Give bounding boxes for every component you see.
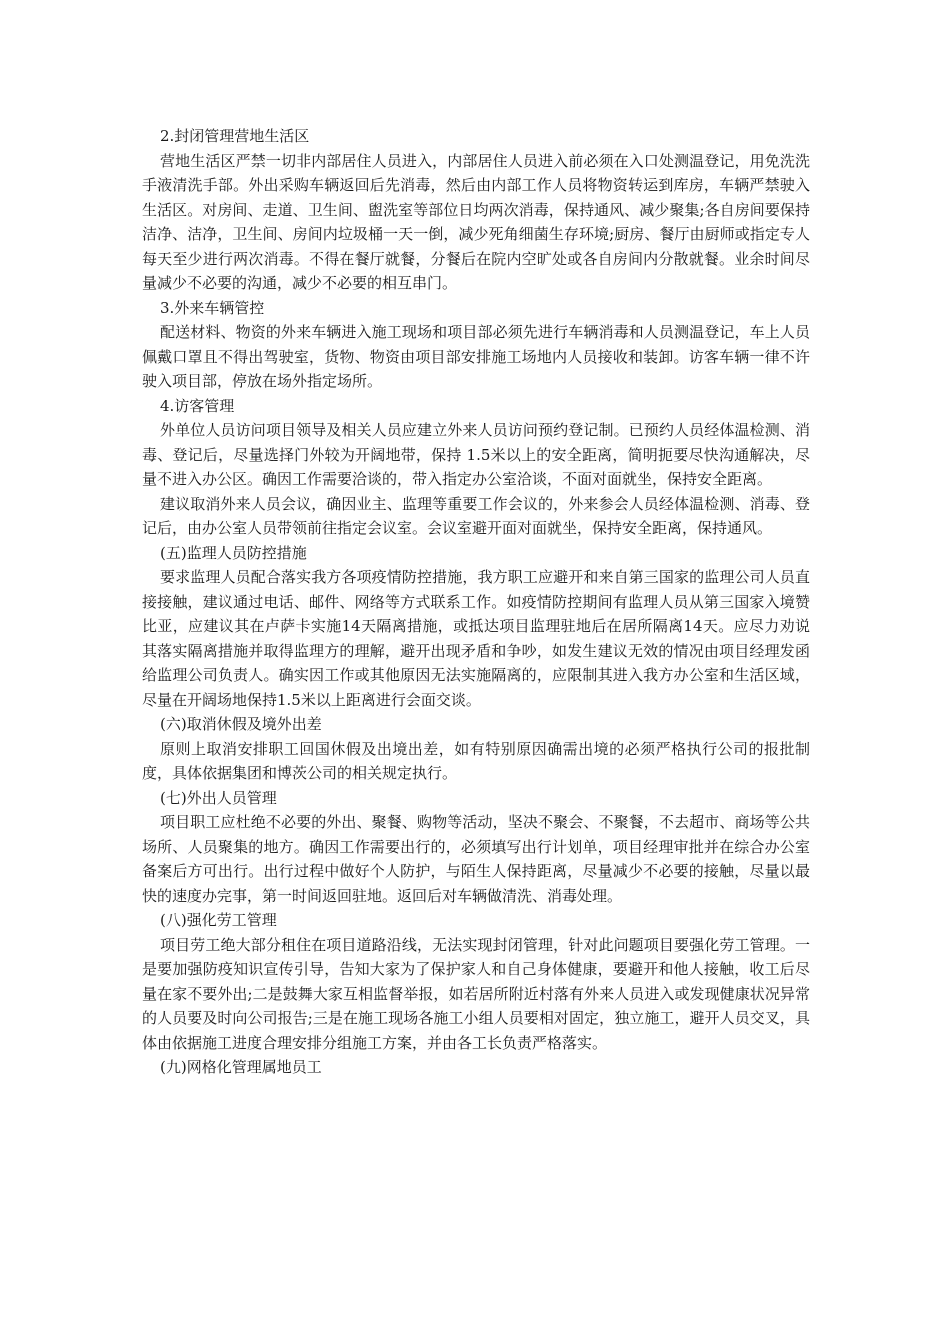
paragraph: 要求监理人员配合落实我方各项疫情防控措施，我方职工应避开和来自第三国家的监理公司人员直接接触，建议通过电话、邮件、网络等方式联系工作。如疫情防控期间有监理人员从第三国家入境赞比亚，应建议其在卢萨卡实施14天隔离措施，或抵达项目监理驻地后在居所隔离14天。应尽力劝说其落实隔离措施并取得监理方的理解，避开出现矛盾和争吵，如发生建议无效的情况由项目经理发函给监理公司负责人。确实因工作或其他原因无法实施隔离的，应限制其进入我方办公室和生活区域，尽量在开阔场地保持1.5米以上距离进行会面交谈。 — [142, 568, 810, 709]
section-heading: 3.外来车辆管控 — [160, 298, 265, 317]
paragraph: 项目劳工绝大部分租住在项目道路沿线，无法实现封闭管理，针对此问题项目要强化劳工管理。一是要加强防疫知识宣传引导，告知大家为了保护家人和自己身体健康，要避开和他人接触，收工后尽量在家不要外出;二是鼓舞大家互相监督举报，如若居所附近村落有外来人员进入或发现健康状况异常的人员要及时向公司报告;三是在施工现场各施工小组人员要相对固定，独立施工，避开人员交叉，具体由依据施工进度合理安排分组施工方案，并由各工长负责严格落实。 — [142, 935, 810, 1052]
paragraph: 配送材料、物资的外来车辆进入施工现场和项目部必须先进行车辆消毒和人员测温登记，车上人员佩戴口罩且不得出驾驶室，货物、物资由项目部安排施工场地内人员接收和装卸。访客车辆一律不许驶入项目部，停放在场外指定场所。 — [142, 323, 810, 390]
section-heading: (九)网格化管理属地员工 — [160, 1058, 322, 1076]
paragraph: 外单位人员访问项目领导及相关人员应建立外来人员访问预约登记制。已预约人员经体温检测、消毒、登记后，尽量选择门外较为开阔地带，保持 1.5米以上的安全距离，简明扼要尽快沟通解决，尽量不进入办公区。确因工作需要洽谈的，带入指定办公室洽谈，不面对面就坐，保持安全距离。 — [142, 421, 810, 488]
paragraph: 营地生活区严禁一切非内部居住人员进入，内部居住人员进入前必须在入口处测温登记，用免洗洗手液清洗手部。外出采购车辆返回后先消毒，然后由内部工作人员将物资转运到库房，车辆严禁驶入生活区。对房间、走道、卫生间、盥洗室等部位日均两次消毒，保持通风、减少聚集;各自房间要保持洁净、洁净，卫生间、房间内垃圾桶一天一倒，减少死角细菌生存环境;厨房、餐厅由厨师或指定专人每天至少进行两次消毒。不得在餐厅就餐，分餐后在院内空旷处或各自房间内分散就餐。业余时间尽量减少不必要的沟通，减少不必要的相互串门。 — [142, 151, 810, 292]
section-heading: (八)强化劳工管理 — [160, 911, 277, 929]
section-heading: 2.封闭管理营地生活区 — [160, 127, 310, 145]
paragraph: 原则上取消安排职工回国休假及出境出差，如有特别原因确需出境的必须严格执行公司的报批制度，具体依据集团和博茨公司的相关规定执行。 — [142, 739, 810, 782]
document-body — [142, 124, 810, 1080]
paragraph: 建议取消外来人员会议，确因业主、监理等重要工作会议的，外来参会人员经体温检测、消毒、登记后，由办公室人员带领前往指定会议室。会议室避开面对面就坐，保持安全距离，保持通风。 — [142, 494, 810, 537]
section-heading: (六)取消休假及境外出差 — [160, 715, 322, 733]
paragraph: 项目职工应杜绝不必要的外出、聚餐、购物等活动，坚决不聚会、不聚餐，不去超市、商场等公共场所、人员聚集的地方。确因工作需要出行的，必须填写出行计划单，项目经理审批并在综合办公室备案后方可出行。出行过程中做好个人防护，与陌生人保持距离，尽量减少不必要的接触，尽量以最快的速度办完事，第一时间返回驻地。返回后对车辆做清洗、消毒处理。 — [142, 813, 810, 905]
section-heading: 4.访客管理 — [160, 396, 235, 415]
section-heading: (七)外出人员管理 — [160, 788, 277, 807]
section-heading: (五)监理人员防控措施 — [160, 543, 307, 562]
